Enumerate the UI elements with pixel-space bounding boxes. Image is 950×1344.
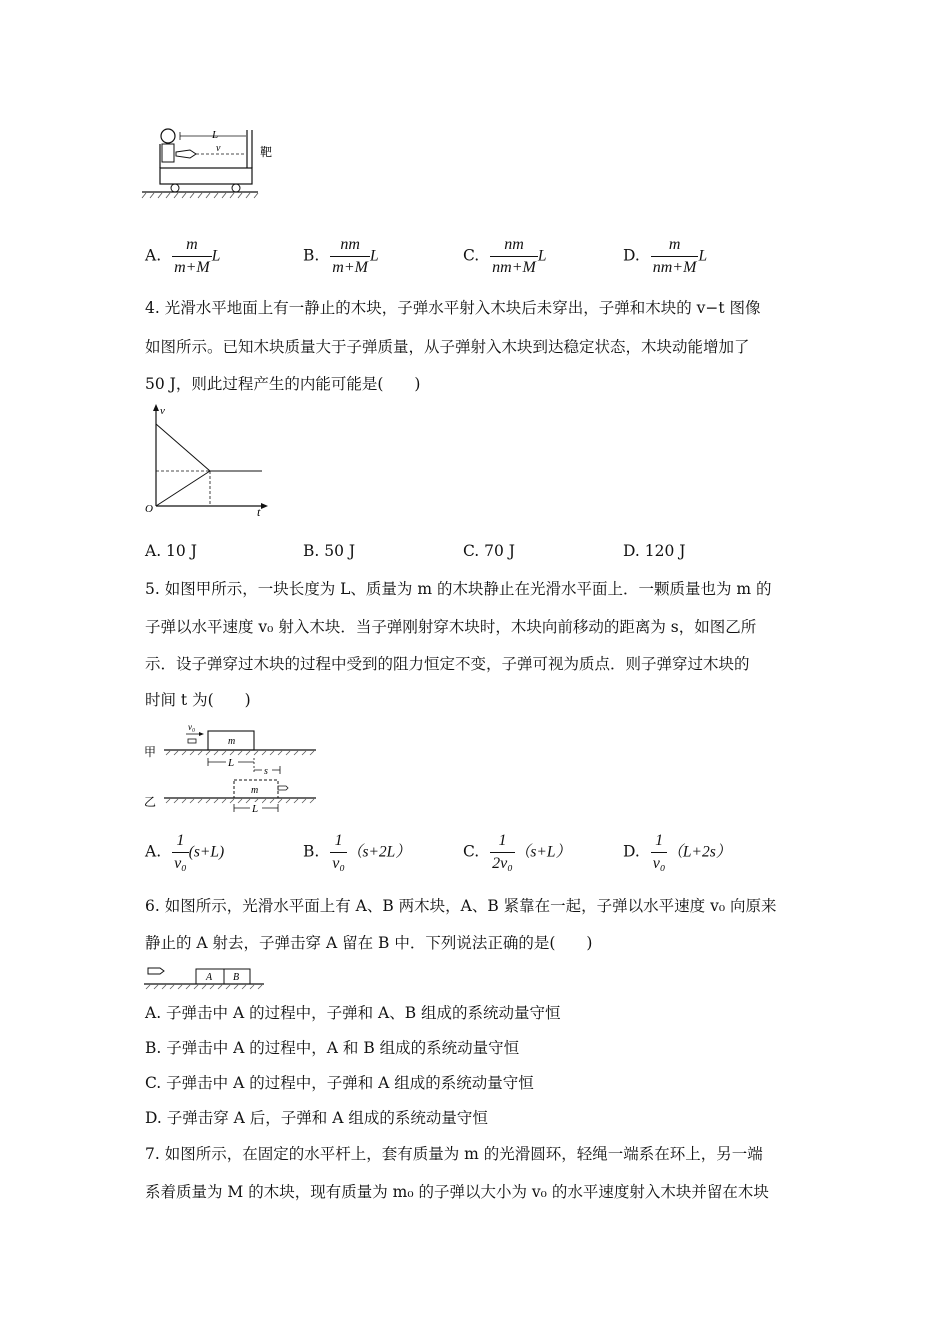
q5-option-c-letter: C. bbox=[463, 842, 480, 861]
q4-axis-v: v bbox=[160, 405, 165, 417]
q4-origin: O bbox=[145, 503, 153, 515]
q5-option-c[interactable]: C. $\frac{1}{\text{2v₀}}$ （s+L） bbox=[463, 832, 571, 872]
q5-option-b-fraction: $\frac{1}{\text{v₀}}$ bbox=[332, 832, 345, 872]
q6-option-b[interactable]: B. 子弹击中 A 的过程中，A 和 B 组成的系统动量守恒 bbox=[145, 1039, 520, 1057]
q3-option-c-fraction: $\frac{nm}{nm+M}$ bbox=[492, 236, 536, 276]
q6-figure bbox=[142, 963, 272, 993]
q6-block-a: A bbox=[206, 972, 213, 983]
q4-line-2: 如图所示。已知木块质量大于子弹质量，从子弹射入木块到达稳定状态，木块动能增加了 bbox=[145, 338, 750, 356]
q3-option-a[interactable]: A. $\frac{m}{m+M}$ L bbox=[145, 236, 221, 276]
q5-option-a-letter: A. bbox=[145, 842, 162, 861]
q4-line-3: 50 J，则此过程产生的内能可能是( ) bbox=[145, 375, 421, 393]
q3-option-c-letter: C. bbox=[463, 246, 480, 265]
q6-option-d[interactable]: D. 子弹击穿 A 后，子弹和 A 组成的系统动量守恒 bbox=[145, 1109, 488, 1127]
q5-label-L-jia: L bbox=[228, 757, 235, 769]
q5-line-2: 子弹以水平速度 v₀ 射入木块．当子弹刚射穿木块时，木块向前移动的距离为 s，如图乙所 bbox=[145, 618, 757, 636]
q3-option-b-letter: B. bbox=[303, 246, 320, 265]
q4-option-b[interactable]: B. 50 J bbox=[303, 542, 356, 560]
q3-option-b-fraction: $\frac{nm}{m+M}$ bbox=[332, 236, 368, 276]
q6-option-a[interactable]: A. 子弹击中 A 的过程中，子弹和 A、B 组成的系统动量守恒 bbox=[145, 1004, 561, 1022]
q7-line-2: 系着质量为 M 的木块，现有质量为 m₀ 的子弹以大小为 v₀ 的水平速度射入木块并留在木块 bbox=[145, 1183, 769, 1201]
q3-option-d[interactable]: D. $\frac{m}{nm+M}$ L bbox=[623, 236, 708, 276]
q3-option-d-fraction: $\frac{m}{nm+M}$ bbox=[652, 236, 697, 276]
q5-option-b[interactable]: B. $\frac{1}{\text{v₀}}$ （s+2L） bbox=[303, 832, 411, 872]
q5-option-c-fraction: $\frac{1}{\text{2v₀}}$ bbox=[492, 832, 513, 872]
q3-option-a-fraction: $\frac{m}{m+M}$ bbox=[174, 236, 210, 276]
q3-option-a-letter: A. bbox=[145, 246, 162, 265]
q4-option-c[interactable]: C. 70 J bbox=[463, 542, 516, 560]
q3-label-L: L bbox=[212, 129, 219, 141]
q4-axis-t: t bbox=[257, 505, 261, 518]
q3-target-label: 靶 bbox=[260, 145, 273, 159]
q5-figure bbox=[142, 718, 322, 820]
q4-option-a[interactable]: A. 10 J bbox=[145, 542, 197, 560]
q3-option-b[interactable]: B. $\frac{nm}{m+M}$ L bbox=[303, 236, 379, 276]
q5-block-m-yi: m bbox=[251, 785, 259, 796]
q5-label-s: s bbox=[264, 766, 268, 777]
q4-line-1: 4. 光滑水平地面上有一静止的木块，子弹水平射入木块后未穿出，子弹和木块的 v−t 图像 bbox=[145, 299, 761, 317]
q5-label-jia: 甲 bbox=[144, 745, 157, 759]
q5-option-a-fraction: $\frac{1}{\text{v₀}}$ bbox=[174, 832, 187, 872]
q5-line-1: 5. 如图甲所示，一块长度为 L、质量为 m 的木块静止在光滑水平面上．一颗质量也为 m 的 bbox=[145, 580, 772, 598]
q4-option-d[interactable]: D. 120 J bbox=[623, 542, 686, 560]
q3-option-c[interactable]: C. $\frac{nm}{nm+M}$ L bbox=[463, 236, 547, 276]
q3-option-d-letter: D. bbox=[623, 246, 640, 265]
q4-vt-graph bbox=[142, 402, 272, 518]
q5-option-b-letter: B. bbox=[303, 842, 320, 861]
q3-figure bbox=[140, 122, 280, 202]
q6-line-1: 6. 如图所示，光滑水平面上有 A、B 两木块，A、B 紧靠在一起，子弹以水平速度 v₀ 向原来 bbox=[145, 897, 777, 915]
q5-line-4: 时间 t 为( ) bbox=[145, 691, 251, 709]
q6-block-b: B bbox=[233, 972, 240, 983]
q5-label-yi: 乙 bbox=[144, 795, 157, 809]
q7-line-1: 7. 如图所示，在固定的水平杆上，套有质量为 m 的光滑圆环，轻绳一端系在环上，另一端 bbox=[145, 1145, 763, 1163]
q6-option-c[interactable]: C. 子弹击中 A 的过程中，子弹和 A 组成的系统动量守恒 bbox=[145, 1074, 534, 1092]
q5-option-d-letter: D. bbox=[623, 842, 640, 861]
q5-option-d[interactable]: D. $\frac{1}{\text{v₀}}$ （L+2s） bbox=[623, 832, 732, 872]
q5-option-d-fraction: $\frac{1}{\text{v₀}}$ bbox=[652, 832, 666, 872]
q5-label-v0: v₀ bbox=[188, 722, 196, 732]
q3-label-v: v bbox=[216, 143, 221, 154]
q5-label-L-yi: L bbox=[252, 803, 259, 815]
q5-line-3: 示．设子弹穿过木块的过程中受到的阻力恒定不变，子弹可视为质点．则子弹穿过木块的 bbox=[145, 655, 750, 673]
q5-option-a[interactable]: A. $\frac{1}{\text{v₀}}$ (s+L) bbox=[145, 832, 225, 872]
q5-block-m-jia: m bbox=[228, 736, 236, 747]
q6-line-2: 静止的 A 射去，子弹击穿 A 留在 B 中．下列说法正确的是( ) bbox=[145, 934, 593, 952]
